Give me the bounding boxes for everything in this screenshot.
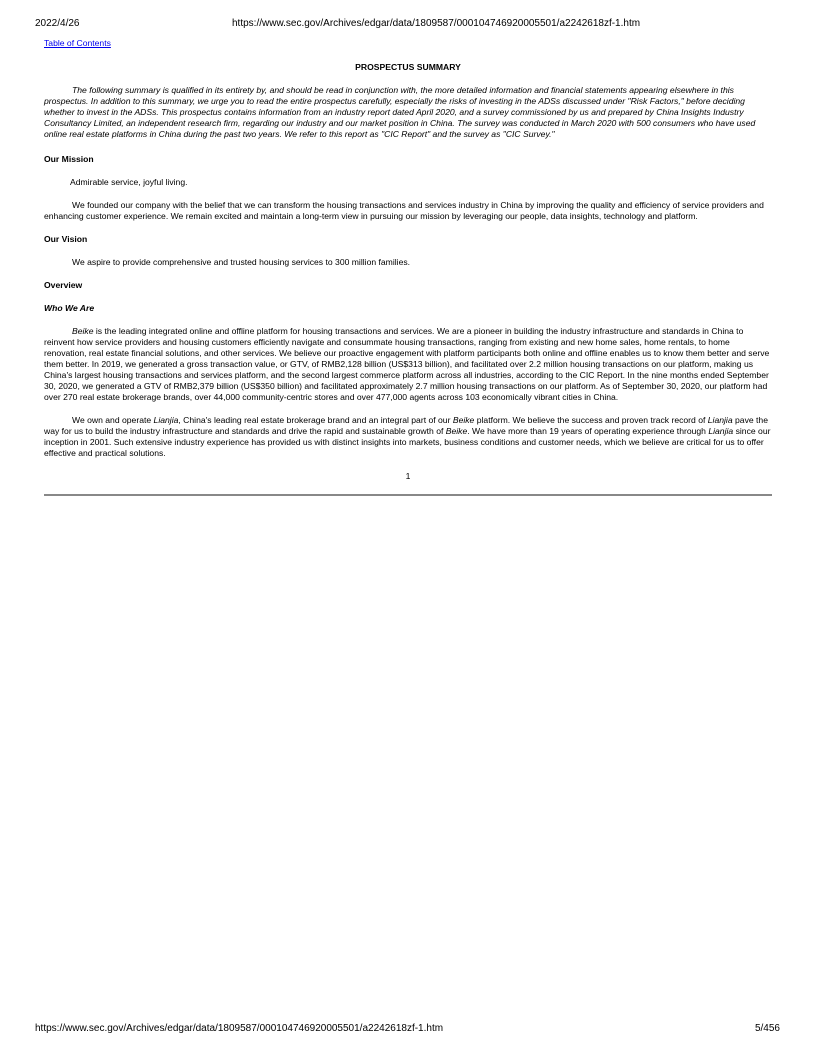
document-body <box>44 38 772 496</box>
page-count: 5/456 <box>754 1023 780 1034</box>
text-run: platform. We believe the success and proven track record of <box>474 415 708 425</box>
overview-paragraph-2 <box>44 415 772 459</box>
text-run: since our inception in 2001. Such extensive industry experience has provided us with distinct insights into markets, business conditions and customer needs, which we believe are critical for us to offer effective and practical solutions. <box>44 426 771 458</box>
text-run: We own and operate <box>72 415 154 425</box>
overview-heading: Overview <box>44 280 83 290</box>
text-run: . We have more than 19 years of operating experience through <box>467 426 709 436</box>
brand-beike: Beike <box>72 326 94 336</box>
text-run: pave the way for us to build the industry infrastructure and standards and drive the rapid and sustainable growth of <box>44 415 768 436</box>
print-footer <box>35 1023 780 1037</box>
overview-paragraph-1 <box>44 326 772 403</box>
page-number: 1 <box>405 471 411 481</box>
brand-beike: Beike <box>452 415 475 425</box>
vision-heading: Our Vision <box>44 234 88 244</box>
footer-url: https://www.sec.gov/Archives/edgar/data/1809587/000104746920005501/a2242618zf-1.htm <box>35 1023 444 1034</box>
page-divider <box>44 494 772 496</box>
mission-heading: Our Mission <box>44 154 94 164</box>
print-date: 2022/4/26 <box>35 18 80 29</box>
brand-beike: Beike <box>445 426 468 436</box>
who-we-are-heading: Who We Are <box>44 303 95 313</box>
mission-paragraph: We founded our company with the belief that we can transform the housing transactions and services industry in China by improving the quality and efficiency of service providers and enhancing customer experience. We remain excited and maintain a long-term view in pursuing our mission by leveraging our people, data insights, technology and platform. <box>44 200 764 221</box>
print-url: https://www.sec.gov/Archives/edgar/data/1809587/000104746920005501/a2242618zf-1.htm <box>232 18 641 29</box>
intro-paragraph: The following summary is qualified in its entirety by, and should be read in conjunction with, the more detailed information and financial statements appearing elsewhere in this prospectus. In addition to this summary, we urge you to read the entire prospectus carefully, especially the risks of investing in the ADSs discussed under "Risk Factors," before deciding whether to invest in the ADSs. This prospectus contains information from an industry report dated April 2020, and a survey commissioned by us and prepared by China Insights Industry Consultancy Limited, an independent research firm, regarding our industry and our market position in China. The survey was conducted in March 2020 with 500 consumers who have used online real estate platforms in China during the past two years. We refer to this report as "CIC Report" and the survey as "CIC Survey." <box>44 85 756 139</box>
text-run: , China's leading real estate brokerage brand and an integral part of our <box>178 415 453 425</box>
vision-paragraph: We aspire to provide comprehensive and trusted housing services to 300 million families. <box>72 257 411 267</box>
section-title: PROSPECTUS SUMMARY <box>355 62 461 72</box>
table-of-contents-link[interactable]: Table of Contents <box>44 38 111 48</box>
print-header <box>35 18 780 32</box>
brand-lianjia: Lianjia <box>707 415 733 425</box>
mission-statement: Admirable service, joyful living. <box>70 177 188 187</box>
brand-lianjia: Lianjia <box>708 426 734 436</box>
overview-paragraph-1-text: is the leading integrated online and offline platform for housing transactions and services. We are a pioneer in building the industry infrastructure and standards in China to reinvent how service providers and housing customers efficiently navigate and consummate housing transactions, ranging from existing and new home sales, home rentals, to home renovation, real estate financial solutions, and other services. We believe our proactive engagement with platform participants both online and offline enables us to know them better and serve them better. In 2019, we generated a gross transaction value, or GTV, of RMB2,128 billion (US$313 billion), and facilitated over 2.2 million housing transactions on our platform, making us China's largest housing transactions and services platform, and the second largest commerce platform across all industries, according to the CIC Report. In the nine months ended September 30, 2020, we generated a GTV of RMB2,379 billion (US$350 billion) and facilitated approximately 2.7 million housing transactions on our platform. As of September 30, 2020, our platform had over 270 real estate brokerage brands, over 44,000 community-centric stores and over 477,000 agents across 103 economically vibrant cities in China. <box>44 326 770 402</box>
brand-lianjia: Lianjia <box>153 415 179 425</box>
